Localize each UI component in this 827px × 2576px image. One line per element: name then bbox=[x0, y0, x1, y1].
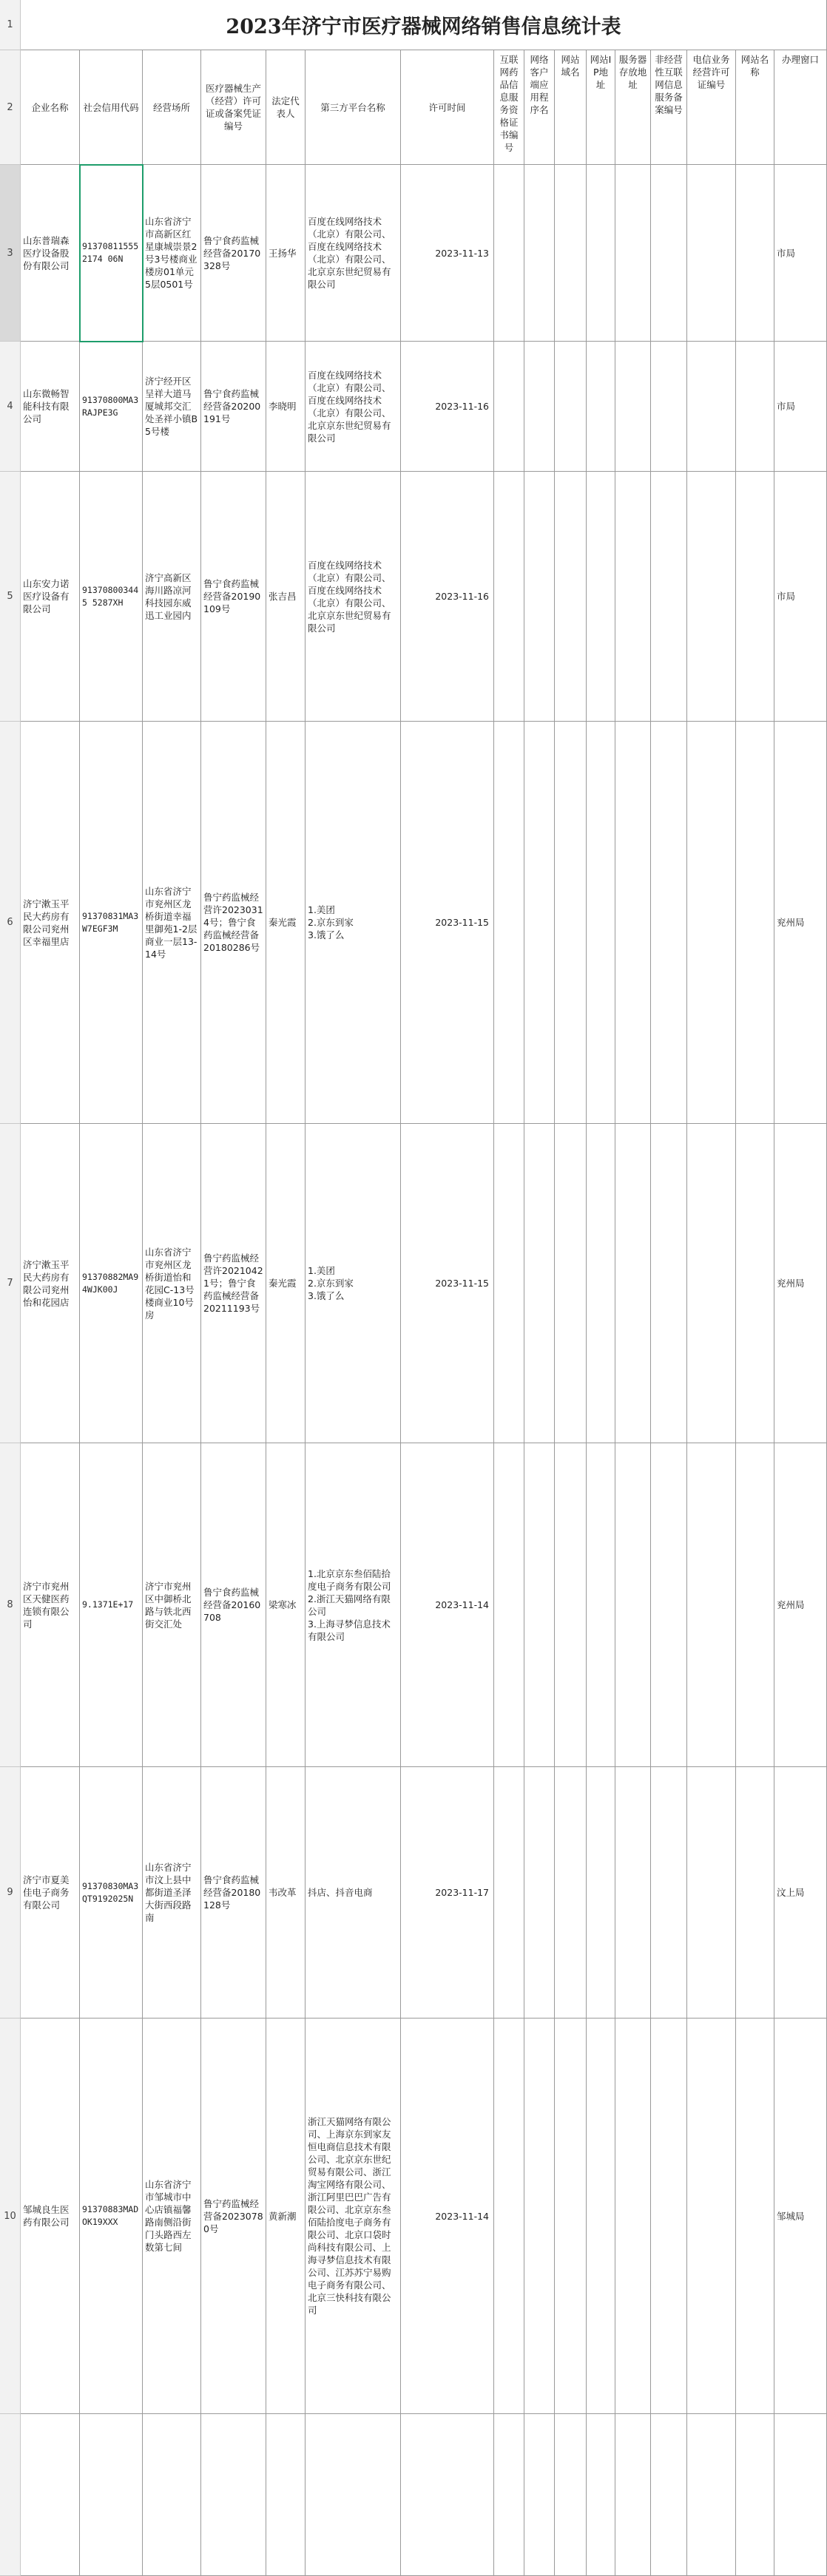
column-header[interactable]: 非经营性互联网信息服务备案编号 bbox=[651, 50, 687, 165]
table-cell[interactable] bbox=[494, 472, 524, 722]
empty-cell[interactable] bbox=[524, 2414, 555, 2576]
cell-credit[interactable]: 91370830MA3QT9192025N bbox=[80, 1767, 143, 2019]
table-cell[interactable] bbox=[494, 1767, 524, 2019]
cell-license[interactable]: 鲁宁食药监械经营备20160708 bbox=[201, 1443, 266, 1767]
cell-platform[interactable]: 百度在线网络技术（北京）有限公司、百度在线网络技术（北京）有限公司、北京京东世纪贸易有限公司 bbox=[306, 472, 401, 722]
column-header[interactable]: 电信业务经营许可证编号 bbox=[687, 50, 736, 165]
table-cell[interactable] bbox=[494, 722, 524, 1124]
cell-date[interactable]: 2023-11-15 bbox=[401, 1124, 494, 1443]
cell-window[interactable]: 兖州局 bbox=[774, 1124, 827, 1443]
table-cell[interactable] bbox=[615, 342, 651, 472]
column-header[interactable]: 社会信用代码 bbox=[80, 50, 143, 165]
cell-window[interactable]: 邹城局 bbox=[774, 2019, 827, 2414]
table-cell[interactable] bbox=[587, 472, 615, 722]
cell-legal[interactable]: 李晓明 bbox=[266, 342, 306, 472]
cell-credit[interactable]: 913708115552174 06N bbox=[80, 165, 143, 342]
table-cell[interactable] bbox=[555, 2019, 587, 2414]
column-header[interactable]: 网站名称 bbox=[736, 50, 774, 165]
cell-date[interactable]: 2023-11-14 bbox=[401, 1443, 494, 1767]
table-cell[interactable] bbox=[494, 165, 524, 342]
cell-window[interactable]: 兖州局 bbox=[774, 722, 827, 1124]
cell-legal[interactable]: 韦改革 bbox=[266, 1767, 306, 2019]
cell-platform[interactable]: 1.美团 2.京东到家 3.饿了么 bbox=[306, 1124, 401, 1443]
empty-cell[interactable] bbox=[306, 2414, 401, 2576]
table-cell[interactable] bbox=[524, 1443, 555, 1767]
row-header[interactable]: 1 bbox=[0, 0, 21, 50]
column-header[interactable]: 企业名称 bbox=[21, 50, 80, 165]
table-cell[interactable] bbox=[736, 342, 774, 472]
table-cell[interactable] bbox=[587, 342, 615, 472]
empty-cell[interactable] bbox=[555, 2414, 587, 2576]
column-header[interactable]: 法定代表人 bbox=[266, 50, 306, 165]
table-cell[interactable] bbox=[524, 722, 555, 1124]
table-cell[interactable] bbox=[615, 1767, 651, 2019]
cell-address[interactable]: 山东省济宁市兖州区龙桥街道幸福里御苑1-2层商业一层13-14号 bbox=[143, 722, 201, 1124]
row-header[interactable]: 10 bbox=[0, 2019, 21, 2414]
column-header[interactable]: 互联网药品信息服务资格证书编号 bbox=[494, 50, 524, 165]
row-header[interactable]: 2 bbox=[0, 50, 21, 165]
cell-credit[interactable]: 91370882MA94WJK00J bbox=[80, 1124, 143, 1443]
table-cell[interactable] bbox=[687, 342, 736, 472]
cell-date[interactable]: 2023-11-13 bbox=[401, 165, 494, 342]
table-cell[interactable] bbox=[736, 472, 774, 722]
cell-address[interactable]: 济宁市兖州区中御桥北路与铁北西街交汇处 bbox=[143, 1443, 201, 1767]
cell-platform[interactable]: 1.美团 2.京东到家 3.饿了么 bbox=[306, 722, 401, 1124]
cell-legal[interactable]: 张吉昌 bbox=[266, 472, 306, 722]
cell-credit[interactable]: 91370800MA3RAJPE3G bbox=[80, 342, 143, 472]
column-header[interactable]: 服务器存放地址 bbox=[615, 50, 651, 165]
table-cell[interactable] bbox=[651, 722, 687, 1124]
sheet-title: 2023年济宁市医疗器械网络销售信息统计表 bbox=[21, 0, 827, 50]
table-cell[interactable] bbox=[687, 472, 736, 722]
cell-window[interactable]: 市局 bbox=[774, 472, 827, 722]
table-cell[interactable] bbox=[555, 342, 587, 472]
table-cell[interactable] bbox=[651, 165, 687, 342]
table-cell[interactable] bbox=[651, 342, 687, 472]
table-cell[interactable] bbox=[555, 722, 587, 1124]
table-cell[interactable] bbox=[651, 2019, 687, 2414]
empty-cell[interactable] bbox=[401, 2414, 494, 2576]
row-header[interactable]: 4 bbox=[0, 342, 21, 472]
table-cell[interactable] bbox=[555, 1124, 587, 1443]
empty-cell[interactable] bbox=[80, 2414, 143, 2576]
cell-date[interactable]: 2023-11-16 bbox=[401, 342, 494, 472]
column-header[interactable]: 第三方平台名称 bbox=[306, 50, 401, 165]
cell-window[interactable]: 市局 bbox=[774, 342, 827, 472]
table-cell[interactable] bbox=[615, 472, 651, 722]
cell-license[interactable]: 鲁宁药监械经营备20230780号 bbox=[201, 2019, 266, 2414]
cell-platform[interactable]: 百度在线网络技术（北京）有限公司、百度在线网络技术（北京）有限公司、北京京东世纪贸易有限公司 bbox=[306, 165, 401, 342]
table-cell[interactable] bbox=[687, 2019, 736, 2414]
row-header[interactable]: 5 bbox=[0, 472, 21, 722]
table-cell[interactable] bbox=[494, 1124, 524, 1443]
table-cell[interactable] bbox=[736, 1767, 774, 2019]
cell-address[interactable]: 济宁高新区海川路凉河科技园东威迅工业园内 bbox=[143, 472, 201, 722]
cell-license[interactable]: 鲁宁食药监械经营备20170328号 bbox=[201, 165, 266, 342]
table-cell[interactable] bbox=[524, 1767, 555, 2019]
cell-date[interactable]: 2023-11-14 bbox=[401, 2019, 494, 2414]
table-cell[interactable] bbox=[651, 472, 687, 722]
table-cell[interactable] bbox=[555, 472, 587, 722]
cell-credit[interactable]: 9.1371E+17 bbox=[80, 1443, 143, 1767]
table-cell[interactable] bbox=[615, 1124, 651, 1443]
cell-credit[interactable]: 913708003445 5287XH bbox=[80, 472, 143, 722]
table-cell[interactable] bbox=[494, 342, 524, 472]
cell-platform[interactable]: 浙江天猫网络有限公司、上海京东到家友恒电商信息技术有限公司、北京京东世纪贸易有限公司、浙江淘宝网络有限公司、浙江阿里巴巴广告有限公司、北京京东叁佰陆拾度电子商务有限公司、北京口袋时尚科技有限公司、上海寻梦信息技术有限公司、江苏苏宁易购电子商务有限公司、北京三快科技有限公司 bbox=[306, 2019, 401, 2414]
table-cell[interactable] bbox=[555, 165, 587, 342]
table-cell[interactable] bbox=[555, 1767, 587, 2019]
column-header[interactable]: 办理窗口 bbox=[774, 50, 827, 165]
cell-legal[interactable]: 王扬华 bbox=[266, 165, 306, 342]
table-cell[interactable] bbox=[587, 1767, 615, 2019]
cell-address[interactable]: 山东省济宁市邹城市中心店镇福馨路南侧沿街门头路西左数第七间 bbox=[143, 2019, 201, 2414]
cell-platform[interactable]: 1.北京京东叁佰陆拾度电子商务有限公司 2.浙江天猫网络有限公司 3.上海寻梦信息技术有限公司 bbox=[306, 1443, 401, 1767]
cell-legal[interactable]: 秦光霞 bbox=[266, 1124, 306, 1443]
row-header[interactable] bbox=[0, 2414, 21, 2576]
row-header[interactable]: 3 bbox=[0, 165, 21, 342]
table-cell[interactable] bbox=[587, 1124, 615, 1443]
empty-cell[interactable] bbox=[266, 2414, 306, 2576]
table-cell[interactable] bbox=[587, 2019, 615, 2414]
cell-platform[interactable]: 抖店、抖音电商 bbox=[306, 1767, 401, 2019]
cell-license[interactable]: 鲁宁药监械经营许20210421号；鲁宁食药监械经营备20211193号 bbox=[201, 1124, 266, 1443]
empty-cell[interactable] bbox=[201, 2414, 266, 2576]
cell-address[interactable]: 山东省济宁市高新区红星康城崇景2号3号楼商业楼房01单元5层0501号 bbox=[143, 165, 201, 342]
cell-company[interactable]: 邹城良生医药有限公司 bbox=[21, 2019, 80, 2414]
empty-cell[interactable] bbox=[587, 2414, 615, 2576]
row-header[interactable]: 6 bbox=[0, 722, 21, 1124]
column-header[interactable]: 许可时间 bbox=[401, 50, 494, 165]
table-cell[interactable] bbox=[687, 165, 736, 342]
table-cell[interactable] bbox=[494, 2019, 524, 2414]
table-cell[interactable] bbox=[524, 2019, 555, 2414]
cell-company[interactable]: 济宁市兖州区天健医药连锁有限公司 bbox=[21, 1443, 80, 1767]
column-header[interactable]: 经营场所 bbox=[143, 50, 201, 165]
table-cell[interactable] bbox=[587, 722, 615, 1124]
table-cell[interactable] bbox=[615, 2019, 651, 2414]
empty-cell[interactable] bbox=[651, 2414, 687, 2576]
cell-company[interactable]: 济宁市夏美佳电子商务有限公司 bbox=[21, 1767, 80, 2019]
table-cell[interactable] bbox=[555, 1443, 587, 1767]
table-cell[interactable] bbox=[736, 722, 774, 1124]
cell-company[interactable]: 山东普瑞森医疗设备股份有限公司 bbox=[21, 165, 80, 342]
table-cell[interactable] bbox=[615, 722, 651, 1124]
cell-platform[interactable]: 百度在线网络技术（北京）有限公司、百度在线网络技术（北京）有限公司、北京京东世纪贸易有限公司 bbox=[306, 342, 401, 472]
column-header[interactable]: 网站IP地址 bbox=[587, 50, 615, 165]
cell-license[interactable]: 鲁宁食药监械经营备20180128号 bbox=[201, 1767, 266, 2019]
table-cell[interactable] bbox=[524, 165, 555, 342]
cell-legal[interactable]: 秦光霞 bbox=[266, 722, 306, 1124]
cell-license[interactable]: 鲁宁食药监械经营备20200191号 bbox=[201, 342, 266, 472]
table-cell[interactable] bbox=[524, 472, 555, 722]
cell-legal[interactable]: 梁寒冰 bbox=[266, 1443, 306, 1767]
cell-license[interactable]: 鲁宁食药监械经营备20190109号 bbox=[201, 472, 266, 722]
table-cell[interactable] bbox=[651, 1124, 687, 1443]
column-header[interactable]: 医疗器械生产（经营）许可证或备案凭证编号 bbox=[201, 50, 266, 165]
cell-window[interactable]: 汶上局 bbox=[774, 1767, 827, 2019]
table-cell[interactable] bbox=[736, 1124, 774, 1443]
cell-credit[interactable]: 91370883MADOK19XXX bbox=[80, 2019, 143, 2414]
cell-date[interactable]: 2023-11-15 bbox=[401, 722, 494, 1124]
table-cell[interactable] bbox=[615, 1443, 651, 1767]
cell-company[interactable]: 济宁漱玉平民大药房有限公司兖州区幸福里店 bbox=[21, 722, 80, 1124]
table-cell[interactable] bbox=[687, 722, 736, 1124]
table-cell[interactable] bbox=[687, 1124, 736, 1443]
empty-cell[interactable] bbox=[774, 2414, 827, 2576]
cell-date[interactable]: 2023-11-17 bbox=[401, 1767, 494, 2019]
table-cell[interactable] bbox=[736, 2019, 774, 2414]
empty-cell[interactable] bbox=[143, 2414, 201, 2576]
row-header[interactable]: 9 bbox=[0, 1767, 21, 2019]
empty-cell[interactable] bbox=[736, 2414, 774, 2576]
table-cell[interactable] bbox=[524, 342, 555, 472]
empty-cell[interactable] bbox=[21, 2414, 80, 2576]
table-cell[interactable] bbox=[687, 1443, 736, 1767]
table-cell[interactable] bbox=[587, 1443, 615, 1767]
cell-address[interactable]: 山东省济宁市汶上县中都街道圣泽大街西段路南 bbox=[143, 1767, 201, 2019]
empty-cell[interactable] bbox=[615, 2414, 651, 2576]
cell-window[interactable]: 市局 bbox=[774, 165, 827, 342]
cell-credit[interactable]: 91370831MA3W7EGF3M bbox=[80, 722, 143, 1124]
table-cell[interactable] bbox=[494, 1443, 524, 1767]
cell-window[interactable]: 兖州局 bbox=[774, 1443, 827, 1767]
cell-company[interactable]: 山东安力诺医疗设备有限公司 bbox=[21, 472, 80, 722]
cell-date[interactable]: 2023-11-16 bbox=[401, 472, 494, 722]
cell-company[interactable]: 山东微畅智能科技有限公司 bbox=[21, 342, 80, 472]
table-cell[interactable] bbox=[524, 1124, 555, 1443]
cell-address[interactable]: 济宁经开区呈祥大道马厦城邦交汇处圣祥小镇B5号楼 bbox=[143, 342, 201, 472]
table-cell[interactable] bbox=[651, 1767, 687, 2019]
row-header[interactable]: 8 bbox=[0, 1443, 21, 1767]
table-cell[interactable] bbox=[687, 1767, 736, 2019]
cell-address[interactable]: 山东省济宁市兖州区龙桥街道怡和花园C-13号楼商业10号房 bbox=[143, 1124, 201, 1443]
column-header[interactable]: 网站域名 bbox=[555, 50, 587, 165]
empty-cell[interactable] bbox=[687, 2414, 736, 2576]
table-cell[interactable] bbox=[736, 1443, 774, 1767]
column-header[interactable]: 网络客户端应用程序名 bbox=[524, 50, 555, 165]
empty-cell[interactable] bbox=[494, 2414, 524, 2576]
row-header[interactable]: 7 bbox=[0, 1124, 21, 1443]
cell-company[interactable]: 济宁漱玉平民大药房有限公司兖州怡和花园店 bbox=[21, 1124, 80, 1443]
table-cell[interactable] bbox=[651, 1443, 687, 1767]
cell-legal[interactable]: 黄新潮 bbox=[266, 2019, 306, 2414]
table-cell[interactable] bbox=[736, 165, 774, 342]
table-cell[interactable] bbox=[587, 165, 615, 342]
table-cell[interactable] bbox=[615, 165, 651, 342]
cell-license[interactable]: 鲁宁药监械经营许20230314号；鲁宁食药监械经营备20180286号 bbox=[201, 722, 266, 1124]
